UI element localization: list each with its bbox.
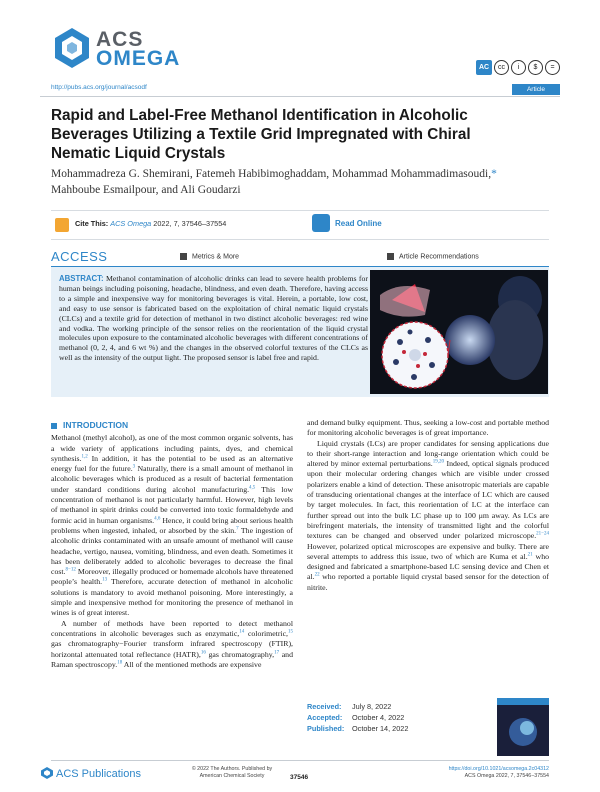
citation-link[interactable]: 4,6	[154, 516, 161, 522]
citation-link[interactable]: 21−24	[536, 531, 549, 537]
article-type-badge: Article	[512, 84, 560, 95]
citation-link[interactable]: 7	[236, 526, 239, 532]
cite-rule-bottom	[51, 239, 549, 240]
toc-graphic-illustration	[370, 270, 548, 394]
authors-line-2: Mahboube Esmailpour, and Ali Goudarzi	[51, 184, 241, 196]
intro-paragraph-1: Methanol (methyl alcohol), as one of the most common organic solvents, has a wide variety of applications including paints, dyes, and chemical synthesis.$^{1,2}$ In addition, it has the potential to be used as an alternative energy fuel for the future.$^3$ Naturally, there is a small amount of methanol in alcoholic beverages which is produced as a result of bacterial fermentation under standard conditions during alcohol manufacturing.$^{4,5}$ This low concentration of methanol is not particularly harmful. However, high levels of methanol in spirit drinks could be converted into toxic formaldehyde and formic acid in human organisms.$^{4,6}$ Hence, it could bring about serious health problems when ingested, inhaled, or absorbed by the skin.$^7$ The ingestion of alcoholic drinks contaminated with an unsafe amount of methanol will cause headache, vertigo, nausea, vomiting, blindness, and even death. Sometimes it has been deliberately added to alcoholic beverages to decrease the final cost.$^{8-12}$ Moreover, illegally produced or homemade alcohols have threatened people’s health.$^{13}$ Therefore, accurate detection of methanol in alcoholic solutions is mandatory to avoid methanol poisoning. More interestingly, a simple and inexpensive method for monitoring the presence of methanol in wines is of great interest.	[51, 433, 294, 618]
citation-link[interactable]: 22	[314, 572, 320, 578]
authors-line-1: Mohammadreza G. Shemirani, Fatemeh Habibimoghaddam, Mohammad Mohammadimasoudi,	[51, 168, 492, 180]
section-heading-introduction	[51, 420, 293, 430]
bar-chart-icon	[180, 253, 187, 260]
acs-omega-logo	[52, 26, 212, 72]
attribution-icon[interactable]: i	[511, 60, 526, 75]
cite-rule-top	[51, 210, 549, 211]
cite-reference: 2022, 7, 37546–37554	[153, 219, 227, 228]
journal-cover-thumbnail[interactable]	[497, 698, 549, 756]
acs-authorchoice-icon[interactable]: AC	[476, 60, 492, 75]
date-received: Received: July 8, 2022	[307, 702, 392, 711]
citation-link[interactable]: 15	[288, 629, 293, 635]
cite-this[interactable]	[75, 219, 226, 228]
metrics-label: Metrics & More	[192, 253, 240, 261]
document-icon	[387, 253, 394, 260]
citation-link[interactable]: 16	[200, 649, 206, 655]
corresponding-author-mark[interactable]: *	[491, 168, 497, 180]
cc-icon[interactable]: cc	[494, 60, 509, 75]
date-accepted: Accepted: October 4, 2022	[307, 713, 405, 722]
citation-link[interactable]: 13	[102, 577, 108, 583]
body-column-right	[307, 418, 549, 593]
toc-graphic	[370, 270, 548, 394]
article-recommendations-link[interactable]	[387, 253, 479, 260]
noncommercial-icon[interactable]: $	[528, 60, 543, 75]
recommendations-label: Article Recommendations	[399, 253, 479, 261]
citation-link[interactable]: 3	[132, 464, 136, 470]
col2-paragraph-2: Liquid crystals (LCs) are proper candidates for sensing applications due to their short-range interaction and long-range orientation which could be altered by minor external perturbations.$^{19,20}$ Indeed, optical signals produced upon their molecular ordering changes which are visible under crossed polarizers enable a kind of detection. These anisotropic materials are capable of transducing orientational changes at the interface of LC which are caused by target molecules. In fact, this reorientation of LC at the interface can further spread out into the bulk LC phase up to 100 μm away. As LCs are birefringent materials, the intensity of transmitted light and the colorful textures can be changed and observed under polarized microscope.$^{21-24}$ However, polarized optical microscopes are expensive and bulky. There are several attempts to address this issue, two of which are Kuma et al.$^{21}$ who designed and fabricated a smartphone-based LC sensing device and Chen et al.$^{22}$ who reported a portable liquid crystal based sensor for the detection of nitrite.	[307, 438, 549, 592]
citation-link[interactable]: 17	[274, 649, 280, 655]
intro-paragraph-2: A number of methods have been reported to detect methanol concentrations in alcoholic beverages such as enzymatic,$^{14}$ colorimetric,$^{15}$ gas chromatography−Fourier transform infrared spectroscopy (FTIR), horizontal attenuated total reflectance (HATR),$^{16}$ gas chromatography,$^{17}$ and Raman spectroscopy.$^{18}$ All of the mentioned methods are expensive	[51, 618, 293, 669]
abstract-label: ABSTRACT:	[59, 274, 104, 283]
abstract	[59, 274, 368, 363]
page-number: 37546	[290, 774, 309, 781]
col2-paragraph-1: and demand bulky equipment. Thus, seeking a low-cost and portable method for monitoring alcoholic beverages is of great importance.	[307, 418, 549, 438]
citation-link[interactable]: 8−12	[65, 567, 76, 573]
citation-link[interactable]: 18	[117, 660, 123, 666]
journal-url-link[interactable]: http://pubs.acs.org/journal/acsodf	[51, 84, 147, 91]
access-label: ACCESS	[51, 249, 108, 264]
abstract-text: Methanol contamination of alcoholic drinks can lead to severe health problems for human beings including poisoning, headache, blindness, and even death. Therefore, having access to a simple and inexpensive way for monitoring beverages is vital. Herein, a portable, low cost, and easy to use sensor is fabricated based on the exploitation of chiral nematic liquid crystals (CLCs) and a textile grid for detection of methanol in two distinct alcoholic beverages: red wine and vodka. The working principle of the sensor relies on the reorientation of the liquid crystal molecules upon exposure to the contaminated alcoholic beverages with different concentrations of methanol (0, 2, 4, and 6 wt %) and the changes in the observed colorful textures of the CLCs as well as the intensity of the output light. The proposed sensor is label free and rapid.	[59, 274, 368, 363]
citation-link[interactable]: 1,2	[81, 454, 88, 460]
cite-label: Cite This:	[75, 219, 109, 228]
journal-citation: ACS Omega 2022, 7, 37546−37554	[464, 772, 549, 779]
body-column-left	[51, 420, 293, 670]
cover-art	[497, 698, 549, 756]
cite-icon	[55, 218, 69, 232]
license-icons	[476, 60, 560, 75]
article-dates	[307, 701, 408, 734]
logo-text-acs: ACS	[96, 28, 144, 51]
citation-link[interactable]: 19,20	[432, 459, 445, 465]
acs-publications-logo[interactable]: ACS Publications	[56, 768, 141, 780]
acs-publications-icon	[40, 766, 54, 780]
date-published: Published: October 14, 2022	[307, 724, 409, 733]
cite-journal: ACS Omega	[110, 219, 152, 228]
section-heading-text: INTRODUCTION	[63, 420, 129, 430]
citation-link[interactable]: 4,5	[249, 485, 256, 491]
citation-link[interactable]: 14	[239, 629, 245, 635]
citation-link[interactable]: 21	[527, 552, 533, 558]
doi-link[interactable]: https://doi.org/10.1021/acsomega.2c04312	[448, 766, 549, 772]
section-marker-icon	[51, 423, 57, 429]
footer-rule	[51, 760, 549, 761]
read-online-button[interactable]: Read Online	[335, 219, 382, 228]
noderivatives-icon[interactable]: =	[545, 60, 560, 75]
read-online-icon[interactable]	[312, 214, 330, 232]
article-title: Rapid and Label-Free Methanol Identification in Alcoholic Beverages Utilizing a Textile Grid Impregnated with Chiral Nematic Liquid Crystals	[51, 107, 471, 162]
doi-info	[449, 766, 549, 779]
logo-text-omega: OMEGA	[96, 47, 181, 70]
acs-logo-icon	[52, 26, 92, 70]
copyright-notice: © 2022 The Authors. Published by American Chemical Society	[191, 766, 273, 779]
author-list	[51, 166, 531, 198]
metrics-more-link[interactable]	[180, 253, 239, 260]
